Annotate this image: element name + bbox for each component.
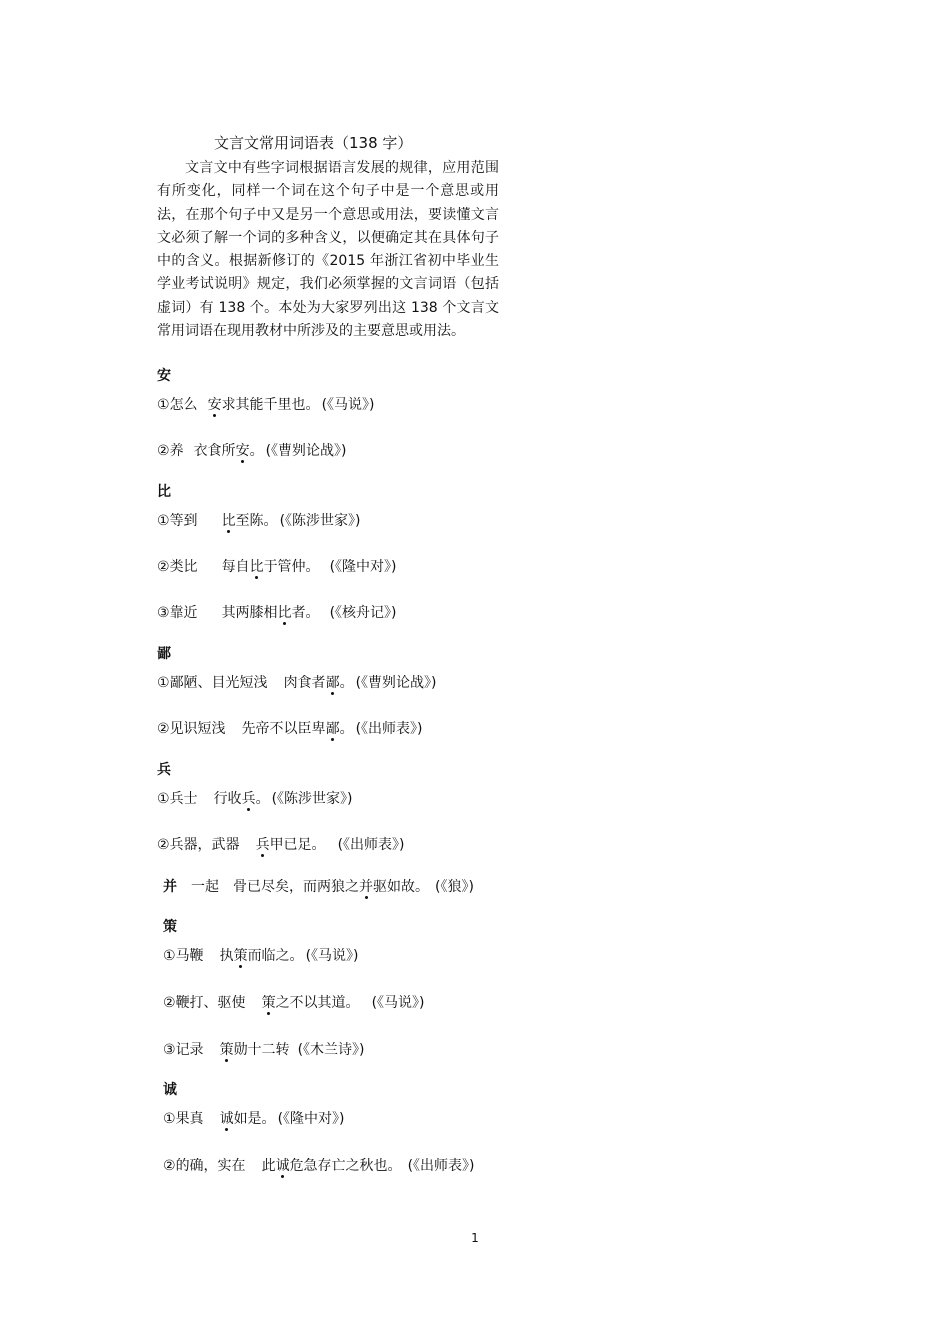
example-post: 。 <box>339 721 354 737</box>
sense-number: ① <box>157 397 170 413</box>
example-keyword: 比 <box>277 605 292 621</box>
sense-meaning: 靠近 <box>169 605 198 621</box>
intro-paragraph: 文言文中有些字词根据语言发展的规律，应用范围有所变化，同样一个词在这个句子中是一个意思或用法，在那个句子中又是另一个意思或用法，要读懂文言文必须了解一个词的多种含义，以便确定其在具体句子中的含义。根据新修订的《2015 年浙江省初中毕业生学业考试说明》规定，我们必须掌握的文言词语（包括虚词）有 138 个。本处为大家罗列出这 138 个文言文常用词语在现用教材中所涉及的主要意思或用法。 <box>157 160 499 340</box>
sense-bi-3 <box>157 603 397 623</box>
entry-head-bi2: 鄙 <box>157 646 171 662</box>
example-keyword: 兵 <box>255 837 270 853</box>
sense-meaning: 兵器，武器 <box>169 837 240 853</box>
example-source: (《隆中对》) <box>277 1111 345 1127</box>
sense-meaning: 怎么 <box>169 397 198 413</box>
example-keyword: 比 <box>249 559 264 575</box>
sense-number: ② <box>157 443 170 459</box>
sense-meaning: 养 <box>169 443 184 459</box>
sense-number: ② <box>157 559 170 575</box>
example-pre: 此 <box>261 1158 276 1174</box>
sense-meaning: 鄙陋、目光短浅 <box>169 675 268 691</box>
sense-cheng-2 <box>163 1156 475 1176</box>
sense-meaning: 马鞭 <box>175 948 204 964</box>
sense-bi-1 <box>157 511 361 531</box>
example-source: (《陈涉世家》) <box>279 513 361 529</box>
example-source: (《隆中对》) <box>329 559 397 575</box>
sense-cheng-1 <box>163 1109 345 1129</box>
example-keyword: 并 <box>359 879 373 895</box>
sense-bing-2 <box>157 835 405 855</box>
example-post: 之不以其道。 <box>275 995 360 1011</box>
example-post: 。 <box>249 443 264 459</box>
example-keyword: 策 <box>233 948 248 964</box>
sense-number: ② <box>157 721 170 737</box>
sense-number: ③ <box>163 1042 176 1058</box>
example-source: (《出师表》) <box>407 1158 475 1174</box>
sense-meaning: 的确，实在 <box>175 1158 246 1174</box>
sense-number: ③ <box>157 605 170 621</box>
example-pre: 衣食所 <box>193 443 236 459</box>
sense-ce-1 <box>163 946 359 966</box>
sense-an-1 <box>157 395 375 415</box>
example-source: (《木兰诗》) <box>297 1042 365 1058</box>
entry-head-bing: 兵 <box>157 762 171 778</box>
sense-number: ① <box>157 791 170 807</box>
example-keyword: 安 <box>235 443 250 459</box>
example-post: 甲已足。 <box>269 837 326 853</box>
example-post: 于管仲。 <box>263 559 320 575</box>
sense-number: ① <box>163 1111 176 1127</box>
sense-meaning: 记录 <box>175 1042 204 1058</box>
sense-number: ① <box>163 948 176 964</box>
sense-number: ② <box>157 837 170 853</box>
example-keyword: 比 <box>221 513 236 529</box>
sense-meaning: 见识短浅 <box>169 721 226 737</box>
page-title: 文言文常用词语表（138 字） <box>214 134 413 152</box>
example-post: 。 <box>255 791 270 807</box>
entry-head-ce: 策 <box>163 919 177 935</box>
entry-head-cheng: 诚 <box>163 1082 177 1098</box>
example-pre: 骨已尽矣，而两狼之 <box>233 879 359 895</box>
sense-number: ① <box>157 675 170 691</box>
example-source: (《陈涉世家》) <box>271 791 353 807</box>
sense-meaning: 等到 <box>169 513 198 529</box>
example-source: (《出师表》) <box>337 837 405 853</box>
sense-meaning: 一起 <box>191 879 219 895</box>
example-keyword: 鄙 <box>325 721 340 737</box>
example-pre: 执 <box>219 948 234 964</box>
sense-bi2-1 <box>157 673 437 693</box>
example-source: (《狼》) <box>435 879 474 895</box>
example-post: 者。 <box>291 605 320 621</box>
example-source: (《马说》) <box>305 948 359 964</box>
example-keyword: 安 <box>207 397 222 413</box>
example-source: (《马说》) <box>371 995 425 1011</box>
example-pre: 肉食者 <box>283 675 326 691</box>
sense-ce-2 <box>163 993 425 1013</box>
example-keyword: 策 <box>219 1042 234 1058</box>
example-pre: 每自 <box>221 559 250 575</box>
sense-number: ② <box>163 1158 176 1174</box>
sense-number: ① <box>157 513 170 529</box>
sense-an-2 <box>157 441 347 461</box>
sense-meaning: 果真 <box>175 1111 204 1127</box>
sense-bing-1 <box>157 789 353 809</box>
example-pre: 其两膝相 <box>221 605 278 621</box>
example-post: 危急存亡之秋也。 <box>289 1158 402 1174</box>
sense-meaning: 鞭打、驱使 <box>175 995 246 1011</box>
sense-bi-2 <box>157 557 397 577</box>
example-keyword: 兵 <box>241 791 256 807</box>
example-keyword: 诚 <box>219 1111 234 1127</box>
example-source: (《马说》) <box>321 397 375 413</box>
example-source: (《曹刿论战》) <box>355 675 437 691</box>
example-post: 如是。 <box>233 1111 276 1127</box>
entry-head-bing2: 并 <box>163 879 177 895</box>
example-post: 求其能千里也。 <box>221 397 320 413</box>
example-source: (《出师表》) <box>355 721 423 737</box>
sense-meaning: 兵士 <box>169 791 198 807</box>
example-pre: 行收 <box>213 791 242 807</box>
example-post: 。 <box>339 675 354 691</box>
example-pre: 先帝不以臣卑 <box>241 721 326 737</box>
example-source: (《核舟记》) <box>329 605 397 621</box>
example-post: 驱如故。 <box>373 879 429 895</box>
sense-bi2-2 <box>157 719 423 739</box>
sense-meaning: 类比 <box>169 559 198 575</box>
entry-bing2 <box>163 877 474 897</box>
example-keyword: 鄙 <box>325 675 340 691</box>
example-post: 勋十二转 <box>233 1042 290 1058</box>
sense-number: ② <box>163 995 176 1011</box>
page-number: 1 <box>471 1231 479 1245</box>
entry-head-bi: 比 <box>157 484 171 500</box>
example-source: (《曹刿论战》) <box>265 443 347 459</box>
entry-head-an: 安 <box>157 368 171 384</box>
sense-ce-3 <box>163 1040 365 1060</box>
example-post: 至陈。 <box>235 513 278 529</box>
example-post: 而临之。 <box>247 948 304 964</box>
example-keyword: 策 <box>261 995 276 1011</box>
example-keyword: 诚 <box>275 1158 290 1174</box>
